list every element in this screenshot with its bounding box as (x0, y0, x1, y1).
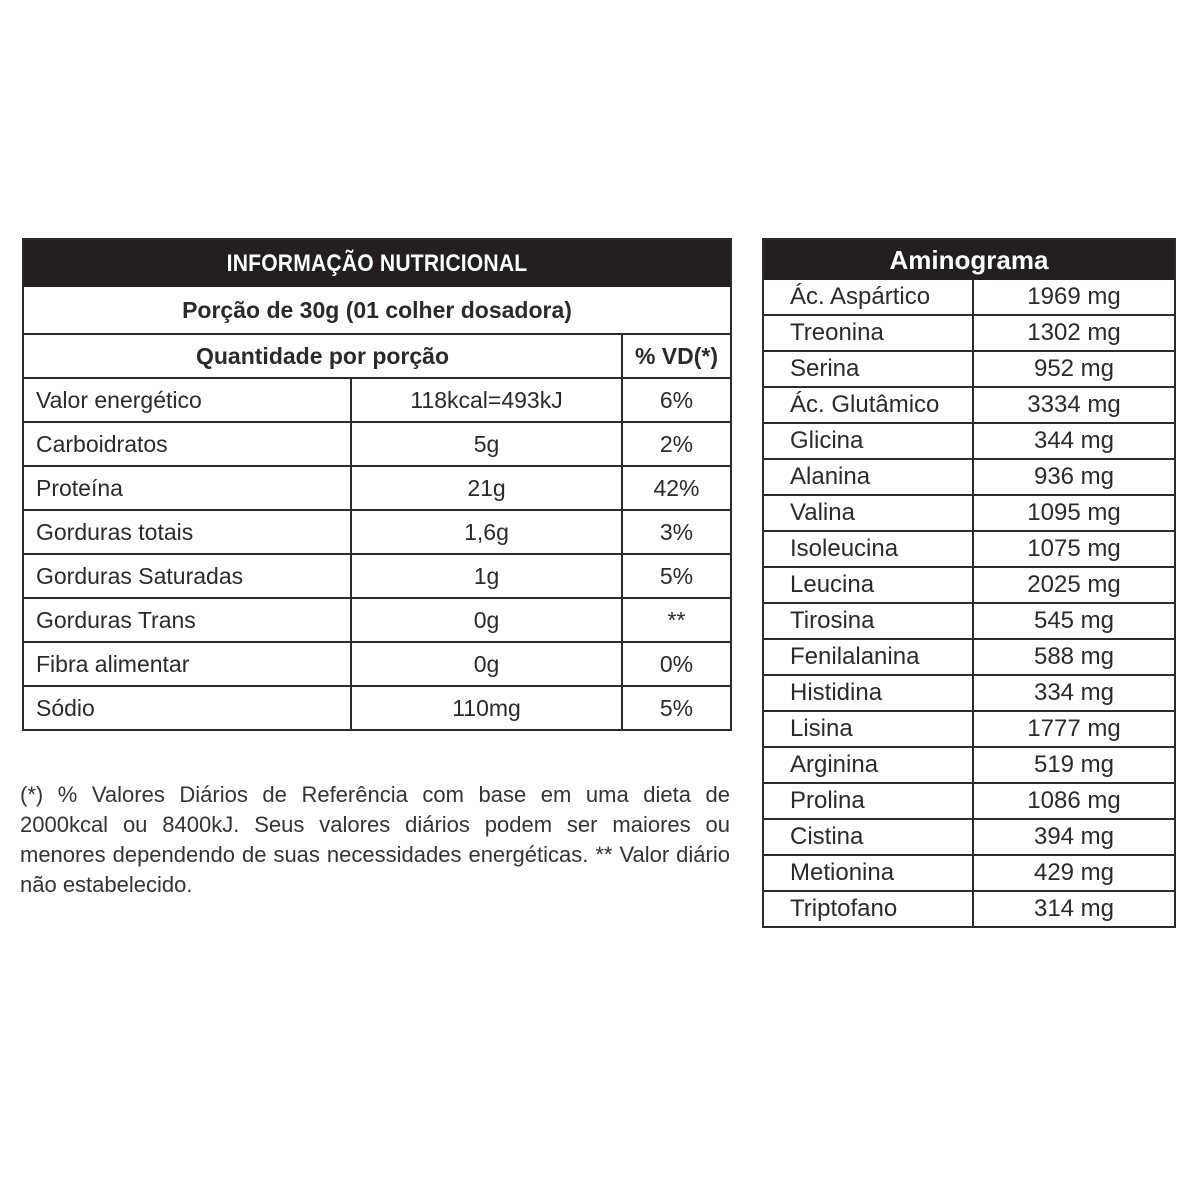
nutrient-vd: 2% (622, 422, 730, 466)
amino-acid-name: Treonina (764, 315, 973, 351)
aminograma-title: Aminograma (764, 240, 1174, 280)
nutrient-vd: ** (622, 598, 730, 642)
table-row (24, 466, 730, 510)
nutrition-header-row (24, 335, 730, 378)
amino-acid-name: Leucina (764, 567, 973, 603)
amino-acid-amount: 3334 mg (973, 387, 1174, 423)
nutrient-vd: 5% (622, 686, 730, 729)
amino-acid-amount: 588 mg (973, 639, 1174, 675)
table-row (764, 639, 1174, 675)
nutrient-vd: 6% (622, 378, 730, 422)
table-row (24, 422, 730, 466)
nutrient-name: Valor energético (24, 378, 351, 422)
nutrient-name: Gorduras totais (24, 510, 351, 554)
table-row (24, 510, 730, 554)
amino-acid-amount: 394 mg (973, 819, 1174, 855)
table-row (764, 387, 1174, 423)
nutrient-amount: 0g (351, 598, 622, 642)
table-row (764, 351, 1174, 387)
amino-acid-name: Cistina (764, 819, 973, 855)
amino-acid-amount: 2025 mg (973, 567, 1174, 603)
nutrition-table (22, 238, 732, 731)
amino-acid-amount: 1302 mg (973, 315, 1174, 351)
amino-acid-name: Triptofano (764, 891, 973, 926)
amino-acid-amount: 545 mg (973, 603, 1174, 639)
table-row (764, 783, 1174, 819)
amino-acid-name: Isoleucina (764, 531, 973, 567)
table-row (764, 675, 1174, 711)
table-row (764, 315, 1174, 351)
table-row (24, 598, 730, 642)
nutrient-name: Proteína (24, 466, 351, 510)
nutrient-vd: 42% (622, 466, 730, 510)
nutrient-vd: 0% (622, 642, 730, 686)
table-row (764, 711, 1174, 747)
nutrient-amount: 0g (351, 642, 622, 686)
nutrition-title-bar (24, 240, 730, 287)
amino-acid-name: Alanina (764, 459, 973, 495)
nutrient-name: Carboidratos (24, 422, 351, 466)
amino-acid-amount: 429 mg (973, 855, 1174, 891)
table-row (764, 603, 1174, 639)
amino-acid-name: Metionina (764, 855, 973, 891)
header-vd: % VD(*) (622, 335, 730, 378)
nutrient-name: Gorduras Trans (24, 598, 351, 642)
amino-acid-name: Ác. Glutâmico (764, 387, 973, 423)
table-row (764, 891, 1174, 926)
table-row (764, 819, 1174, 855)
amino-acid-amount: 1075 mg (973, 531, 1174, 567)
table-row (764, 855, 1174, 891)
table-row (764, 459, 1174, 495)
aminograma-table (762, 238, 1176, 928)
amino-acid-amount: 314 mg (973, 891, 1174, 926)
nutrient-amount: 21g (351, 466, 622, 510)
amino-acid-amount: 936 mg (973, 459, 1174, 495)
amino-acid-name: Fenilalanina (764, 639, 973, 675)
nutrient-amount: 5g (351, 422, 622, 466)
table-row (24, 554, 730, 598)
amino-acid-name: Tirosina (764, 603, 973, 639)
portion-size: Porção de 30g (01 colher dosadora) (24, 287, 730, 335)
amino-acid-name: Lisina (764, 711, 973, 747)
nutrient-vd: 3% (622, 510, 730, 554)
table-row (764, 423, 1174, 459)
amino-acid-name: Histidina (764, 675, 973, 711)
nutrition-grid (24, 335, 730, 729)
table-row (764, 747, 1174, 783)
nutrient-amount: 1g (351, 554, 622, 598)
nutrient-vd: 5% (622, 554, 730, 598)
footnote: (*) % Valores Diários de Referência com base em uma dieta de 2000kcal ou 8400kJ. Seus valores diários podem ser maiores ou menores dependendo de suas necessidades energéticas. ** Valor diário não estabelecido. (20, 782, 730, 897)
amino-acid-amount: 334 mg (973, 675, 1174, 711)
amino-acid-amount: 519 mg (973, 747, 1174, 783)
amino-acid-amount: 1777 mg (973, 711, 1174, 747)
nutrient-name: Fibra alimentar (24, 642, 351, 686)
aminograma-grid (764, 280, 1174, 926)
table-row (24, 686, 730, 729)
amino-acid-amount: 1969 mg (973, 280, 1174, 315)
amino-acid-name: Prolina (764, 783, 973, 819)
amino-acid-name: Glicina (764, 423, 973, 459)
amino-acid-name: Arginina (764, 747, 973, 783)
amino-acid-name: Valina (764, 495, 973, 531)
nutrient-name: Sódio (24, 686, 351, 729)
table-row (764, 495, 1174, 531)
amino-acid-name: Ác. Aspártico (764, 280, 973, 315)
nutrition-title: INFORMAÇÃO NUTRICIONAL (66, 240, 687, 287)
header-quantity: Quantidade por porção (24, 335, 622, 378)
nutrient-amount: 118kcal=493kJ (351, 378, 622, 422)
amino-acid-amount: 1086 mg (973, 783, 1174, 819)
table-row (24, 378, 730, 422)
amino-acid-amount: 952 mg (973, 351, 1174, 387)
amino-acid-amount: 1095 mg (973, 495, 1174, 531)
nutrient-amount: 110mg (351, 686, 622, 729)
amino-acid-name: Serina (764, 351, 973, 387)
table-row (764, 567, 1174, 603)
table-row (24, 642, 730, 686)
nutrient-amount: 1,6g (351, 510, 622, 554)
amino-acid-amount: 344 mg (973, 423, 1174, 459)
table-row (764, 531, 1174, 567)
nutrient-name: Gorduras Saturadas (24, 554, 351, 598)
table-row (764, 280, 1174, 315)
